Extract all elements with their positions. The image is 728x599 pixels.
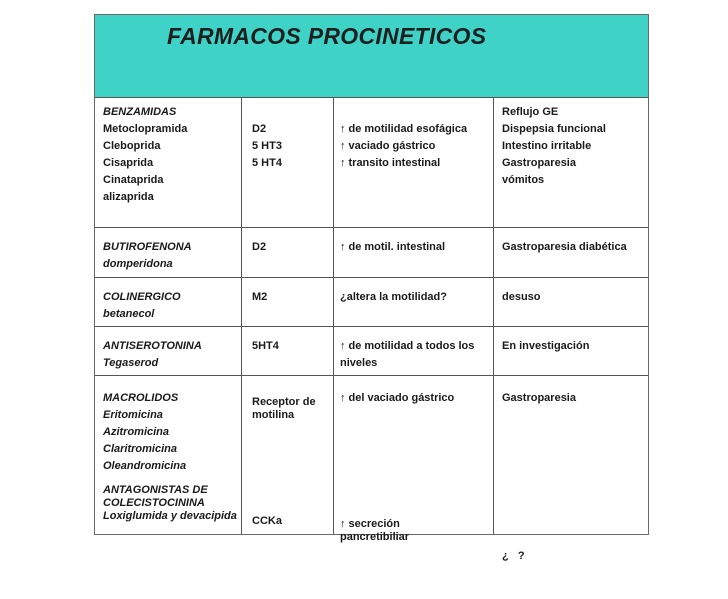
drug-name: domperidona — [103, 258, 173, 270]
receptor: D2 — [252, 123, 267, 135]
drug-name: Metoclopramida — [103, 123, 188, 135]
row-macrolidos-indications — [502, 390, 576, 407]
drug-class: BUTIROFENONA — [103, 241, 192, 253]
row-benzamidas-drugs — [103, 104, 187, 206]
effect: ¿altera la motilidad? — [340, 291, 447, 303]
drug-name: Cinataprida — [103, 174, 164, 186]
row-antagonistas-indications — [502, 514, 525, 599]
indication: Gastroparesia diabética — [502, 241, 627, 253]
up-arrow-icon: ↑ — [340, 518, 346, 530]
column-divider — [241, 98, 242, 534]
row-macrolidos-receptors — [252, 396, 330, 422]
row-antagonistas-drugs — [103, 484, 237, 523]
column-divider — [333, 98, 334, 534]
effect: de motilidad a todos los niveles — [340, 340, 475, 369]
indication: ¿ ? — [502, 550, 525, 562]
receptor: 5HT4 — [252, 340, 279, 352]
drug-class: ANTAGONISTAS DE COLECISTOCININA — [103, 484, 208, 509]
row-antiserotonina-indications — [502, 338, 589, 355]
drug-class: COLINERGICO — [103, 291, 181, 303]
drug-class: ANTISEROTONINA — [103, 340, 202, 352]
row-antagonistas-receptors — [252, 513, 282, 530]
row-macrolidos-drugs — [103, 390, 186, 475]
effect: transito intestinal — [348, 157, 441, 169]
drug-name: alizaprida — [103, 191, 154, 203]
row-antiserotonina-drugs — [103, 338, 202, 372]
effect: de motilidad esofágica — [348, 123, 468, 135]
drug-name: Claritromicina — [103, 443, 177, 455]
drug-name: Eritomicina — [103, 409, 163, 421]
up-arrow-icon: ↑ — [340, 392, 346, 404]
row-colinergico-indications — [502, 289, 541, 306]
slide-title: FARMACOS PROCINETICOS — [167, 23, 487, 49]
indication: Reflujo GE — [502, 106, 559, 118]
row-butirofenona-receptors — [252, 239, 266, 256]
row-divider — [95, 375, 648, 376]
drug-name: betanecol — [103, 308, 155, 320]
row-macrolidos-effects — [340, 390, 454, 407]
indication: vómitos — [502, 174, 545, 186]
up-arrow-icon: ↑ — [340, 123, 346, 135]
row-antiserotonina-effects — [340, 338, 486, 372]
drug-name: Azitromicina — [103, 426, 170, 438]
drug-class: MACROLIDOS — [103, 392, 179, 404]
row-divider — [95, 277, 648, 278]
row-colinergico-effects — [340, 289, 447, 306]
effect: del vaciado gástrico — [348, 392, 455, 404]
column-divider — [493, 98, 494, 534]
drug-name: Tegaserod — [103, 357, 159, 369]
effect: secreción pancretibiliar — [340, 518, 410, 543]
row-butirofenona-indications — [502, 239, 627, 256]
receptor: Receptor de motilina — [252, 396, 316, 421]
row-divider — [95, 326, 648, 327]
indication: En investigación — [502, 340, 590, 352]
up-arrow-icon: ↑ — [340, 241, 346, 253]
drug-name: Loxiglumida y devacipida — [103, 510, 237, 522]
row-colinergico-drugs — [103, 289, 181, 323]
effect: de motil. intestinal — [348, 241, 446, 253]
receptor: 5 HT3 — [252, 140, 282, 152]
row-benzamidas-indications — [502, 104, 606, 189]
up-arrow-icon: ↑ — [340, 340, 346, 352]
indication: Gastroparesia — [502, 157, 576, 169]
indication: Gastroparesia — [502, 392, 576, 404]
slide — [94, 14, 649, 562]
indication: Intestino irritable — [502, 140, 592, 152]
row-divider — [95, 227, 648, 228]
row-butirofenona-effects — [340, 239, 445, 256]
drug-class: BENZAMIDAS — [103, 106, 177, 118]
receptor: CCKa — [252, 515, 282, 527]
drug-name: Cisaprida — [103, 157, 154, 169]
drug-name: Cleboprida — [103, 140, 161, 152]
receptor: M2 — [252, 291, 268, 303]
receptor: 5 HT4 — [252, 157, 282, 169]
row-antagonistas-effects — [340, 518, 440, 544]
indication: Dispepsia funcional — [502, 123, 606, 135]
row-antiserotonina-receptors — [252, 338, 279, 355]
up-arrow-icon: ↑ — [340, 157, 346, 169]
row-butirofenona-drugs — [103, 239, 192, 273]
title-band — [95, 15, 648, 98]
effect: vaciado gástrico — [348, 140, 436, 152]
receptor: D2 — [252, 241, 267, 253]
row-benzamidas-receptors — [252, 121, 282, 172]
drug-table — [95, 98, 648, 562]
up-arrow-icon: ↑ — [340, 140, 346, 152]
indication: desuso — [502, 291, 541, 303]
drug-name: Oleandromicina — [103, 460, 187, 472]
row-colinergico-receptors — [252, 289, 267, 306]
row-benzamidas-effects — [340, 121, 467, 172]
